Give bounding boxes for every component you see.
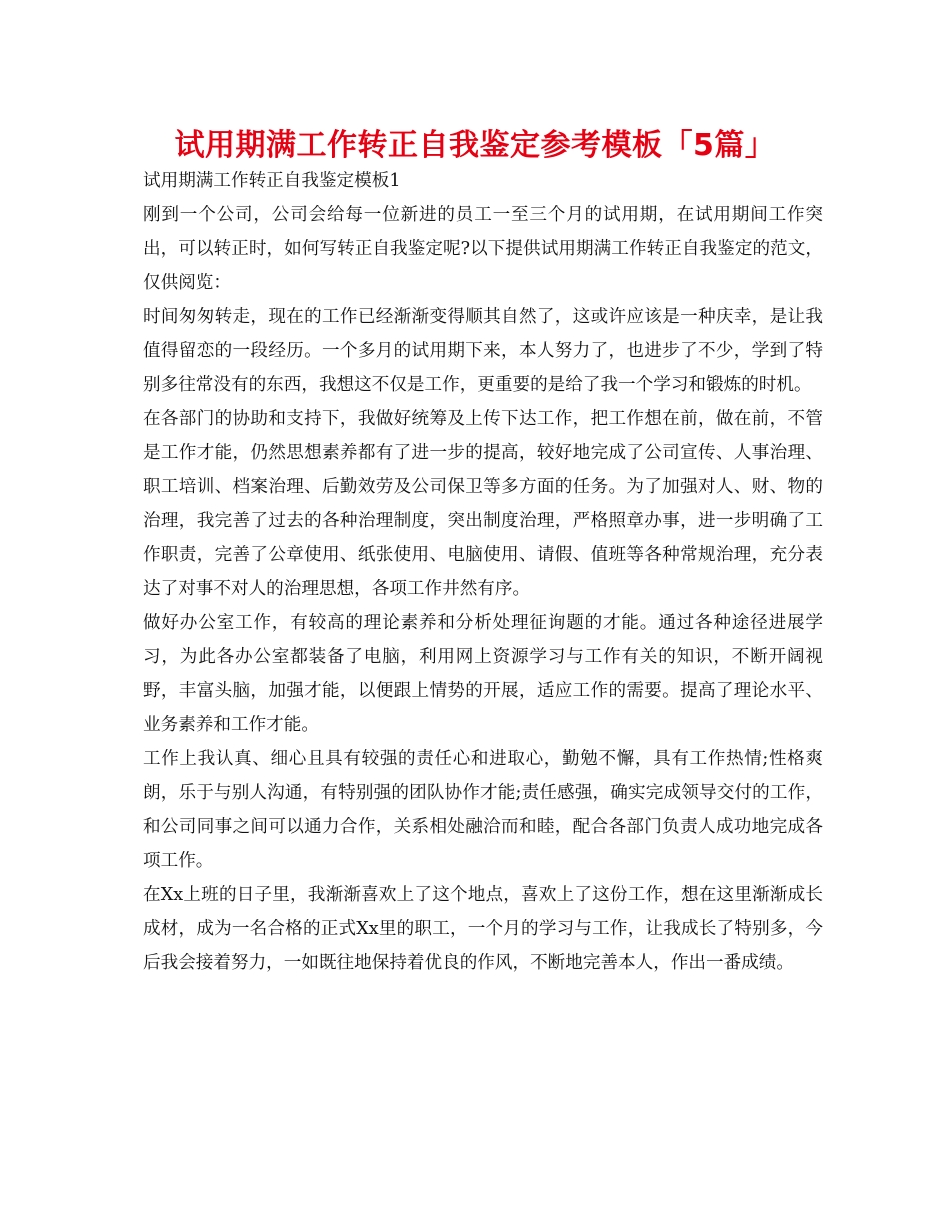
paragraph-attitude: 工作上我认真、细心且具有较强的责任心和进取心，勤勉不懈，具有工作热情;性格爽朗，乐于与别人沟通，有特别强的团队协作才能;责任感强，确实完成领导交付的工作，和公司同事之间可以通力合作，关系相处融洽而和睦，配合各部门负责人成功地完成各项工作。 xyxy=(143,749,823,871)
section-subtitle: 试用期满工作转正自我鉴定模板1 xyxy=(143,171,401,191)
document-title: 试用期满工作转正自我鉴定参考模板「5篇」 xyxy=(174,128,776,163)
paragraph-learning: 做好办公室工作，有较高的理论素养和分析处理征询题的才能。通过各种途径进展学习，为此各办公室都装备了电脑，利用网上资源学习与工作有关的知识，不断开阔视野，丰富头脑，加强才能，以便跟上情势的开展，适应工作的需要。提高了理论水平、业务素养和工作才能。 xyxy=(143,613,823,735)
paragraph-intro: 刚到一个公司，公司会给每一位新进的员工一至三个月的试用期，在试用期间工作突出，可以转正时，如何写转正自我鉴定呢?以下提供试用期满工作转正自我鉴定的范文，仅供阅览： xyxy=(143,205,823,293)
paragraph-management: 在各部门的协助和支持下，我做好统筹及上传下达工作，把工作想在前，做在前，不管是工作才能，仍然思想素养都有了进一步的提高，较好地完成了公司宣传、人事治理、职工培训、档案治理、后勤效劳及公司保卫等多方面的任务。为了加强对人、财、物的治理，我完善了过去的各种治理制度，突出制度治理，严格照章办事，进一步明确了工作职责，完善了公章使用、纸张使用、电脑使用、请假、值班等各种常规治理，充分表达了对事不对人的治理思想，各项工作井然有序。 xyxy=(143,409,823,599)
paragraph-conclusion: 在Xx上班的日子里，我渐渐喜欢上了这个地点，喜欢上了这份工作，想在这里渐渐成长成材，成为一名合格的正式Xx里的职工，一个月的学习与工作，让我成长了特别多，今后我会接着努力，一如既往地保持着优良的作风，不断地完善本人，作出一番成绩。 xyxy=(143,885,823,973)
paragraph-experience: 时间匆匆转走，现在的工作已经渐渐变得顺其自然了，这或许应该是一种庆幸，是让我值得留恋的一段经历。一个多月的试用期下来，本人努力了，也进步了不少，学到了特别多往常没有的东西，我想这不仅是工作，更重要的是给了我一个学习和锻炼的时机。 xyxy=(143,307,823,395)
document-body xyxy=(143,164,823,980)
